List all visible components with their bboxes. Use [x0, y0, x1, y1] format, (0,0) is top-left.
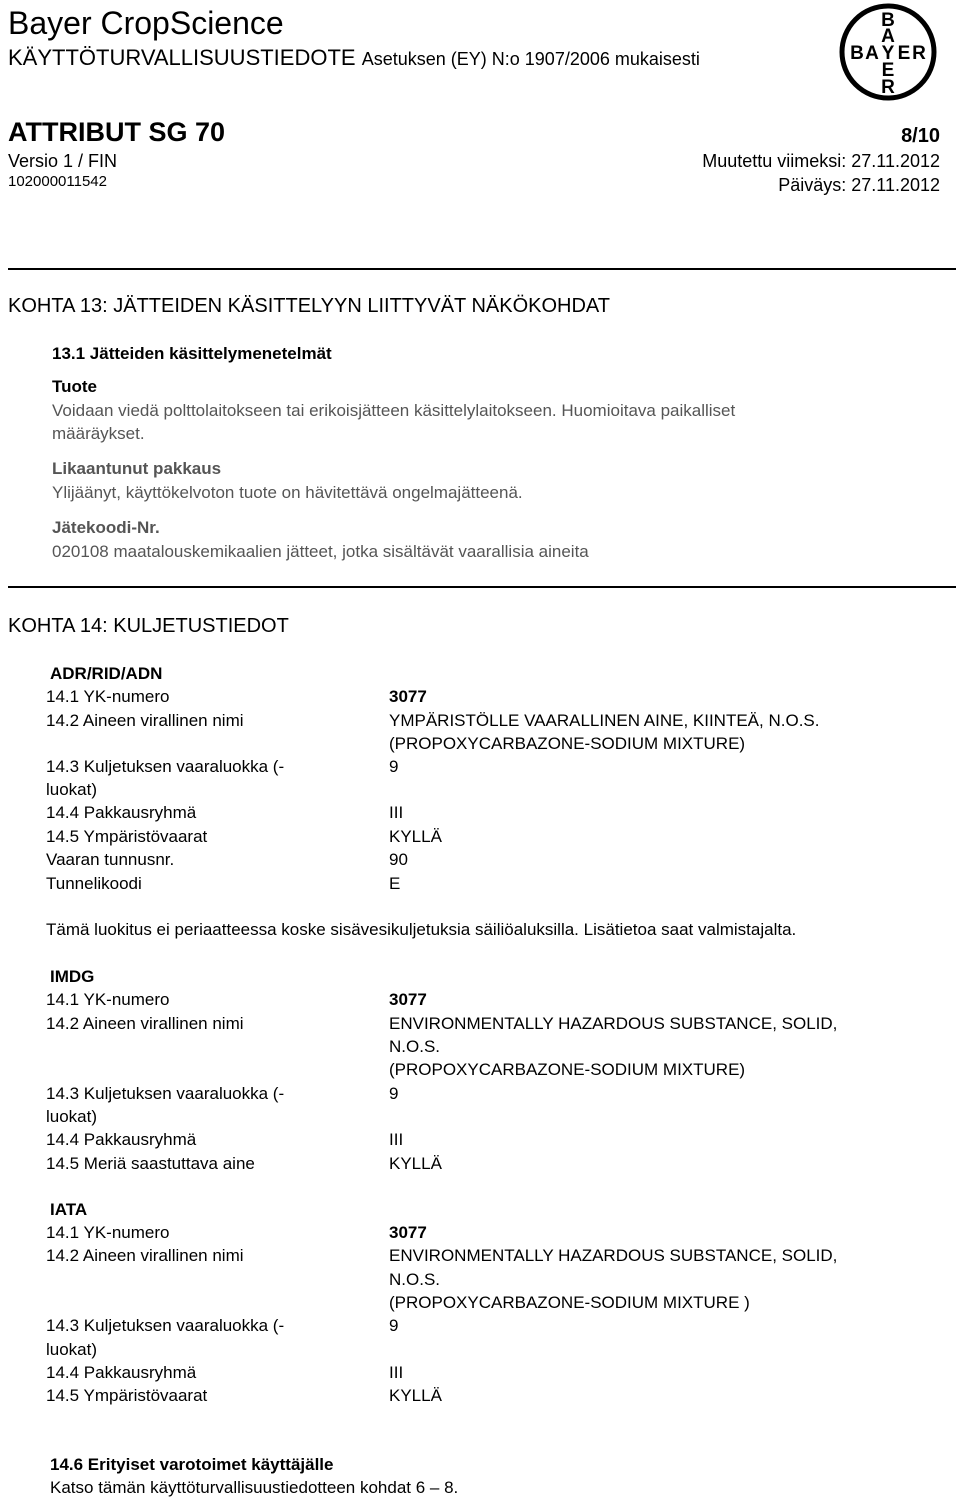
adr-heading: ADR/RID/ADN: [50, 664, 163, 683]
iata-pg-value: III: [389, 1363, 404, 1382]
iata-name-value-line-1: ENVIRONMENTALLY HAZARDOUS SUBSTANCE, SOLID,: [389, 1246, 838, 1265]
document-type: [8, 44, 700, 73]
imdg-marine-value: KYLLÄ: [389, 1154, 442, 1173]
logo-letter-r-row: R: [912, 43, 926, 64]
logo-letter-b-row: B: [850, 43, 864, 64]
imdg-pg-label: 14.4 Pakkausryhmä: [46, 1130, 197, 1149]
imdg-un-label: 14.1 YK-numero: [46, 990, 170, 1009]
header-divider: [8, 268, 956, 270]
section-14-title: KOHTA 14: KULJETUSTIEDOT: [8, 615, 289, 637]
iata-env-label: 14.5 Ympäristövaarat: [46, 1386, 208, 1405]
waste-code-text: 020108 maatalouskemikaalien jätteet, jotka sisältävät vaarallisia aineita: [52, 542, 589, 561]
document-type-label: KÄYTTÖTURVALLISUUSTIEDOTE: [8, 45, 356, 70]
imdg-class-label-line-1: 14.3 Kuljetuksen vaaraluokka (-: [46, 1084, 285, 1103]
section-13-title: KOHTA 13: JÄTTEIDEN KÄSITTELYYN LIITTYVÄT NÄKÖKOHDAT: [8, 295, 610, 317]
company-name: Bayer CropScience: [8, 5, 284, 41]
iata-un-value: 3077: [389, 1223, 427, 1242]
iata-pg-label: 14.4 Pakkausryhmä: [46, 1363, 197, 1382]
adr-env-label: 14.5 Ympäristövaarat: [46, 827, 208, 846]
adr-pg-label: 14.4 Pakkausryhmä: [46, 803, 197, 822]
issue-date: Päiväys: 27.11.2012: [778, 175, 940, 195]
adr-hazard-id-label: Vaaran tunnusnr.: [46, 850, 175, 869]
version-text: Versio 1 / FIN: [8, 151, 118, 171]
iata-heading: IATA: [50, 1200, 88, 1219]
packaging-label: Likaantunut pakkaus: [52, 459, 222, 478]
adr-class-label-line-1: 14.3 Kuljetuksen vaaraluokka (-: [46, 757, 285, 776]
revised-date: Muutettu viimeksi: 27.11.2012: [702, 151, 940, 171]
document-number: 102000011542: [8, 173, 107, 190]
logo-letter-b: B: [881, 10, 895, 31]
adr-un-label: 14.1 YK-numero: [46, 687, 170, 706]
imdg-name-value-line-2: N.O.S.: [389, 1037, 441, 1056]
logo-letter-y: Y: [881, 43, 895, 64]
section-13-1-title: 13.1 Jätteiden käsittelymenetelmät: [52, 344, 332, 363]
iata-name-label: 14.2 Aineen virallinen nimi: [46, 1246, 244, 1265]
product-text-line-1: Voidaan viedä polttolaitokseen tai erikoisjätteen käsittelylaitokseen. Huomioitava paikalliset: [52, 401, 736, 420]
product-text-line-2: määräykset.: [52, 424, 145, 443]
imdg-name-value-line-1: ENVIRONMENTALLY HAZARDOUS SUBSTANCE, SOLID,: [389, 1014, 838, 1033]
product-label: Tuote: [52, 377, 98, 396]
imdg-name-label: 14.2 Aineen virallinen nimi: [46, 1014, 244, 1033]
adr-class-label-line-2: luokat): [46, 780, 98, 799]
adr-tunnel-value: E: [389, 874, 401, 893]
imdg-marine-label: 14.5 Meriä saastuttava aine: [46, 1154, 255, 1173]
page-number: 8/10: [901, 125, 940, 147]
adr-name-value-line-1: YMPÄRISTÖLLE VAARALLINEN AINE, KIINTEÄ, N.O.S.: [389, 711, 820, 730]
imdg-class-value: 9: [389, 1084, 399, 1103]
logo-letter-a: A: [881, 26, 895, 47]
waste-code-label: Jätekoodi-Nr.: [52, 518, 160, 537]
iata-name-value-line-2: N.O.S.: [389, 1270, 441, 1289]
packaging-text: Ylijäänyt, käyttökelvoton tuote on hävitettävä ongelmajätteenä.: [52, 483, 523, 502]
adr-hazard-id-value: 90: [389, 850, 408, 869]
adr-tunnel-label: Tunnelikoodi: [46, 874, 142, 893]
imdg-heading: IMDG: [50, 967, 95, 986]
section-divider: [8, 586, 956, 588]
adr-un-value: 3077: [389, 687, 427, 706]
iata-name-value-line-3: (PROPOXYCARBAZONE-SODIUM MIXTURE ): [389, 1293, 750, 1312]
adr-name-value-line-2: (PROPOXYCARBAZONE-SODIUM MIXTURE): [389, 734, 746, 753]
adr-pg-value: III: [389, 803, 404, 822]
adr-env-value: KYLLÄ: [389, 827, 442, 846]
bayer-cross-logo: [838, 2, 938, 102]
iata-class-label-line-2: luokat): [46, 1340, 98, 1359]
iata-env-value: KYLLÄ: [389, 1386, 442, 1405]
logo-letter-a-row: A: [865, 43, 879, 64]
logo-letter-e-row: E: [897, 43, 911, 64]
product-name: ATTRIBUT SG 70: [8, 117, 226, 147]
special-precautions-text: Katso tämän käyttöturvallisuustiedotteen kohdat 6 – 8.: [50, 1478, 459, 1497]
imdg-class-label-line-2: luokat): [46, 1107, 98, 1126]
imdg-un-value: 3077: [389, 990, 427, 1009]
regulation-text: Asetuksen (EY) N:o 1907/2006 mukaisesti: [361, 49, 700, 69]
adr-class-value: 9: [389, 757, 399, 776]
iata-un-label: 14.1 YK-numero: [46, 1223, 170, 1242]
imdg-name-value-line-3: (PROPOXYCARBAZONE-SODIUM MIXTURE): [389, 1060, 746, 1079]
adr-name-label: 14.2 Aineen virallinen nimi: [46, 711, 244, 730]
adr-note: Tämä luokitus ei periaatteessa koske sisävesikuljetuksia säiliöaluksilla. Lisätietoa saat valmistajalta.: [46, 920, 797, 939]
iata-class-label-line-1: 14.3 Kuljetuksen vaaraluokka (-: [46, 1316, 285, 1335]
imdg-pg-value: III: [389, 1130, 404, 1149]
logo-letter-e: E: [881, 60, 895, 81]
special-precautions-title: 14.6 Erityiset varotoimet käyttäjälle: [50, 1455, 334, 1474]
logo-letter-r: R: [881, 77, 895, 98]
iata-class-value: 9: [389, 1316, 399, 1335]
